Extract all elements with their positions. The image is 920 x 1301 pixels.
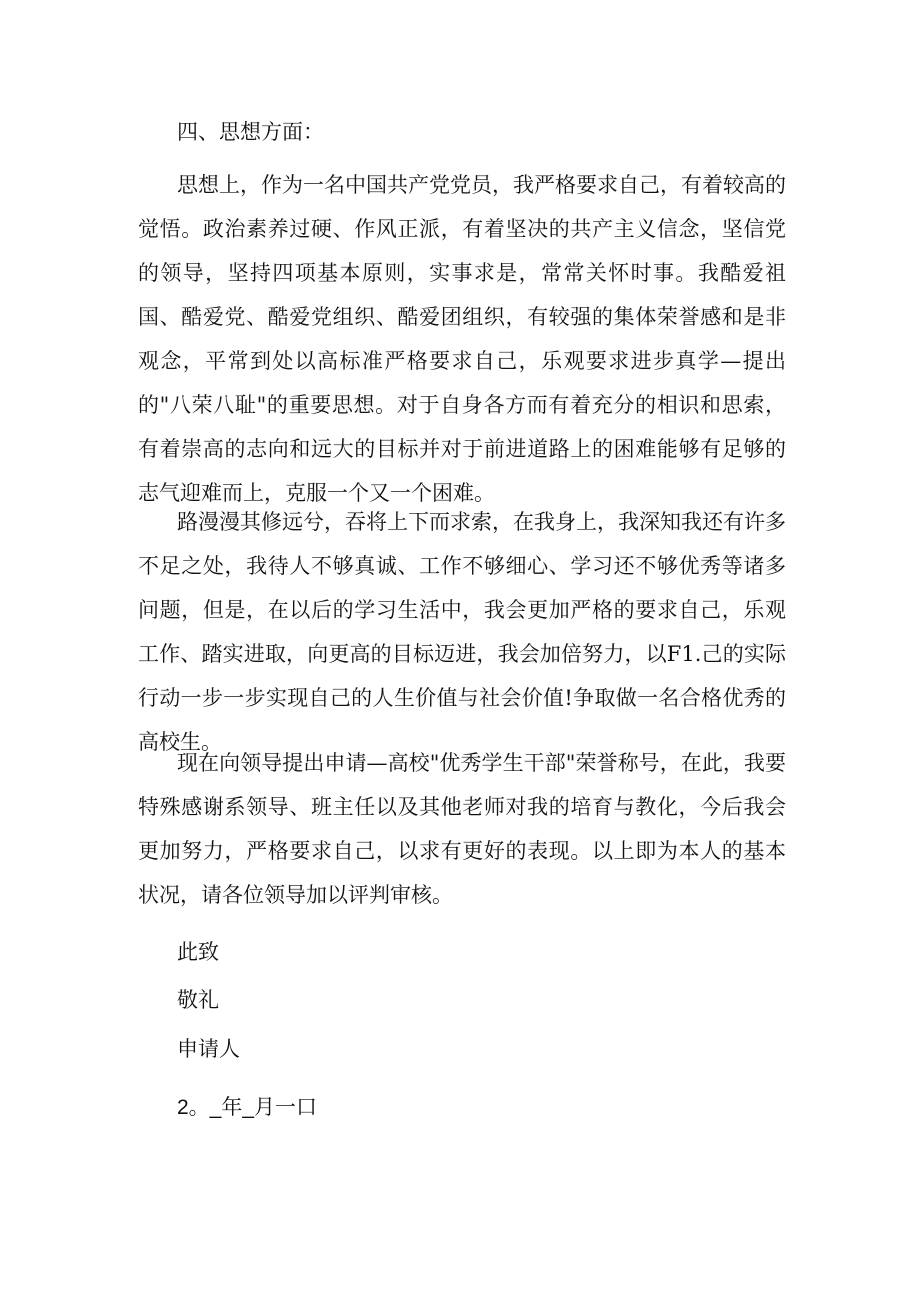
date-line: 2。_年_月一口: [177, 1096, 318, 1119]
closing-salutation: 此致: [177, 940, 219, 964]
section-heading: 四、思想方面：: [177, 120, 324, 144]
closing-regards: 敬礼: [177, 988, 219, 1012]
paragraph-self-reflection: 路漫漫其修远兮，吞将上下而求索，在我身上，我深知我还有许多不足之处，我待人不够真诚、工作不够细心、学习还不够优秀等诸多问题，但是，在以后的学习生活中，我会更加严格的要求自己，乐观工作、踏实进取，向更高的目标迈进，我会加倍努力，以F1.己的实际行动一步一步实现自己的人生价值与社会价值!争取做一名合格优秀的高校生。: [138, 510, 786, 754]
paragraph-ideology: 思想上，作为一名中国共产党党员，我严格要求自己，有着较高的觉悟。政治素养过硬、作风正派，有着坚决的共产主义信念，坚信党的领导，坚持四项基本原则，实事求是，常常关怀时事。我酷爱祖国、酷爱党、酷爱党组织、酷爱团组织，有较强的集体荣誉感和是非观念，平常到处以高标准严格要求自己，乐观要求进步真学—提出的"八荣八耻"的重要思想。对于自身各方而有着充分的相识和思索，有着崇高的志向和远大的目标并对于前进道路上的困难能够有足够的志气迎难而上，克服一个又一个困难。: [138, 173, 786, 505]
applicant-label: 申请人: [177, 1037, 240, 1061]
paragraph-application: 现在向领导提出申请—高校"优秀学生干部"荣誉称号，在此，我要特殊感谢系领导、班主任以及其他老师对我的培育与教化，今后我会更加努力，严格要求自己，以求有更好的表现。以上即为本人的基本状况，请各位领导加以评判审核。: [138, 751, 786, 907]
